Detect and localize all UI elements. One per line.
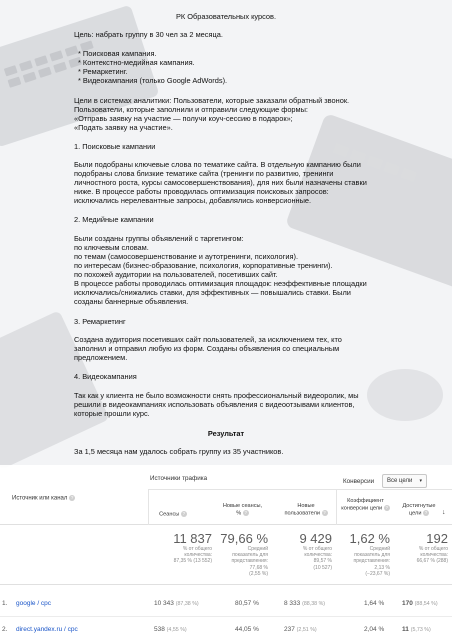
- row-goal-completions-pct: (5,73 %): [410, 627, 431, 633]
- section-line: Были созданы группы объявлений с таргетингом:: [74, 234, 244, 243]
- row-conversion-rate: 2,04 %: [364, 626, 385, 633]
- total-sessions: [150, 531, 212, 565]
- row-sessions: [154, 600, 199, 607]
- total-goal-completions-note: количества:: [420, 552, 448, 559]
- row-index: 2.: [2, 626, 8, 633]
- document-title: РК Образовательных курсов.: [176, 12, 276, 21]
- table-header: [0, 465, 452, 525]
- total-conversion-rate-note: представления:: [353, 558, 390, 565]
- goals-line: «Подать заявку на участие».: [74, 123, 173, 132]
- new-users-header-label: Новые пользователи: [284, 503, 320, 517]
- row-sessions-pct: (87,38 %): [175, 601, 199, 607]
- total-goal-completions-note: 66,67 % (288): [416, 558, 448, 565]
- row-new-users: [284, 600, 325, 607]
- sort-desc-icon[interactable]: ↓: [442, 509, 446, 516]
- section-line: исключались нерелевантные запросы, добавлялись конверсионные.: [74, 196, 312, 205]
- total-goal-completions: [394, 531, 448, 565]
- section-line: предложением.: [74, 353, 128, 362]
- campaign-item: * Ремаркетинг.: [78, 67, 128, 76]
- total-new-sessions-note: 77,68 %: [249, 564, 268, 571]
- total-new-sessions-note: (2,55 %): [249, 570, 268, 577]
- source-link[interactable]: direct.yandex.ru / cpc: [16, 626, 78, 633]
- column-source-header[interactable]: [12, 495, 75, 502]
- section-line: ниже. В процессе работы проводилась оптимизация поисковых запросов:: [74, 187, 329, 196]
- total-new-users-note: % от общего: [302, 546, 332, 552]
- section-line: подобраны слова близкие тематике сайта (тренинги по развитию, тренинги: [74, 169, 334, 178]
- row-goal-completions: [402, 600, 438, 607]
- section-line: по темам (самосовершенствование и аутотренинги, психология).: [74, 252, 299, 261]
- row-goal-completions-value: 170: [402, 600, 413, 607]
- section-line: созданы баннерные объявления.: [74, 297, 189, 306]
- total-conversion-rate-value: 1,62 %: [349, 531, 390, 546]
- section-title: 4. Видеокампания: [74, 372, 137, 381]
- total-new-users-value: 9 429: [299, 531, 332, 546]
- total-new-sessions: [214, 531, 268, 577]
- result-title: Результат: [207, 429, 245, 438]
- campaign-item: * Контекстно-медийная кампания.: [78, 58, 195, 67]
- goals-line: «Отправь заявку на участие — получи коуч-сессию в подарок»;: [74, 114, 293, 123]
- traffic-group-header: Источники трафика: [150, 475, 208, 482]
- section-line: по интересам (бизнес-образование, психология, корпоративные тренинги).: [74, 261, 333, 270]
- analytics-table: [0, 465, 452, 640]
- total-new-users: [274, 531, 332, 571]
- row-new-users-value: 237: [284, 626, 295, 633]
- row-sessions-pct: (4,55 %): [166, 627, 187, 633]
- total-sessions-note: количества:: [184, 552, 212, 559]
- row-goal-completions-value: 11: [402, 626, 409, 633]
- total-conversion-rate-note: 2,13 %: [374, 564, 390, 571]
- total-goal-completions-note: % от общего: [418, 546, 448, 552]
- help-icon[interactable]: ?: [424, 510, 428, 515]
- section-line: решили в видеокампаниях использовать объявления с видеоотзывами клиентов,: [74, 400, 355, 409]
- goal-completions-header-label: Достигнутые цели: [402, 503, 436, 517]
- section-line: по ключевым словам.: [74, 243, 149, 252]
- help-icon[interactable]: ?: [323, 510, 326, 515]
- row-new-users-value: 8 333: [284, 600, 301, 607]
- conversion-rate-header[interactable]: [338, 498, 393, 512]
- section-line: которые прошли курс.: [74, 409, 150, 418]
- section-line: по похожей аудитории на пользователей, посетивших сайт.: [74, 270, 278, 279]
- row-sessions: [154, 626, 187, 633]
- sessions-header[interactable]: [158, 511, 188, 518]
- total-sessions-note: 87,35 % (13 552): [173, 558, 212, 565]
- section-title: 2. Медийные кампании: [74, 215, 154, 224]
- goal-text: Цель: набрать группу в 30 чел за 2 месяца.: [74, 30, 223, 39]
- goal-select-value: Все цели: [387, 478, 413, 484]
- total-new-sessions-note: Средний: [247, 546, 268, 552]
- new-sessions-header-label: Новые сеансы, %: [222, 503, 263, 517]
- total-new-users-note: 89,57 %: [313, 558, 332, 565]
- section-line: Создана аудитория посетивших сайт пользователей, за исключением тех, кто: [74, 335, 342, 344]
- help-icon[interactable]: ?: [70, 495, 74, 500]
- total-goal-completions-value: 192: [426, 531, 448, 546]
- table-row: [0, 617, 452, 640]
- total-new-sessions-note: представления:: [231, 558, 268, 565]
- goals-line: Пользователи, которые заполнили и отправили следующие формы:: [74, 105, 308, 114]
- section-line: Так как у клиента не было возможности снять профессиональный видеоролик, мы: [74, 391, 359, 400]
- row-sessions-value: 10 343: [154, 600, 174, 607]
- row-new-users-pct: (2,51 %): [296, 627, 317, 633]
- new-users-header[interactable]: [281, 503, 331, 517]
- total-new-sessions-note: показатель для: [232, 552, 268, 559]
- total-sessions-note: % от общего: [182, 546, 212, 552]
- total-conversion-rate-note: Средний: [369, 546, 390, 552]
- total-conversion-rate: [334, 531, 390, 577]
- source-link[interactable]: google / cpc: [16, 600, 52, 607]
- column-divider: [336, 489, 337, 525]
- row-new-sessions: 80,57 %: [235, 600, 259, 607]
- row-goal-completions-pct: (88,54 %): [414, 601, 438, 607]
- help-icon[interactable]: ?: [385, 505, 388, 510]
- section-title: 1. Поисковые кампании: [74, 142, 156, 151]
- total-new-users-note: (10 527): [313, 564, 332, 571]
- row-index: 1.: [2, 600, 8, 607]
- row-conversion-rate: 1,64 %: [364, 600, 385, 607]
- new-sessions-header[interactable]: [220, 503, 265, 517]
- row-goal-completions: [402, 626, 431, 633]
- row-new-sessions: 44,05 %: [235, 626, 259, 633]
- column-source-label: Источник или канал: [12, 495, 68, 502]
- sessions-header-label: Сеансы: [159, 511, 180, 518]
- section-line: В процессе работы проводилась оптимизация площадок: неэффективные площадки: [74, 279, 367, 288]
- total-new-users-note: количества:: [304, 552, 332, 559]
- chevron-down-icon: ▾: [419, 478, 422, 484]
- total-new-sessions-value: 79,66 %: [220, 531, 268, 546]
- section-line: заполнил и отправил любую из форм. Созданы объявления со специальным: [74, 344, 340, 353]
- row-new-users: [284, 626, 317, 633]
- goal-select[interactable]: [382, 474, 427, 488]
- conversion-rate-header-label: Коэффициент конверсии цели: [341, 498, 384, 512]
- row-sessions-value: 538: [154, 626, 165, 633]
- conversions-group-header: Конверсии: [343, 478, 375, 485]
- section-line: личностного роста, курсы самосовершенствования), для них были назначены ставки: [74, 178, 367, 187]
- column-divider: [148, 489, 149, 525]
- header-divider: [148, 489, 452, 490]
- section-line: Были подобраны ключевые слова по тематике сайта. В отдельную кампанию были: [74, 160, 361, 169]
- goals-line: Цели в системах аналитики: Пользователи, которые заказали обратный звонок.: [74, 96, 350, 105]
- total-conversion-rate-note: (−23,67 %): [365, 570, 390, 577]
- help-icon[interactable]: ?: [182, 511, 186, 516]
- help-icon[interactable]: ?: [244, 510, 248, 515]
- campaign-item: * Поисковая кампания.: [78, 49, 157, 58]
- total-sessions-value: 11 837: [173, 531, 212, 546]
- campaign-item: * Видеокампания (только Google AdWords).: [78, 76, 228, 85]
- table-row: [0, 591, 452, 617]
- totals-row: [0, 525, 452, 585]
- result-text: За 1,5 месяца нам удалось собрать группу из 35 участников.: [74, 447, 284, 456]
- goal-completions-header[interactable]: [396, 503, 442, 517]
- total-conversion-rate-note: показатель для: [354, 552, 390, 559]
- row-new-users-pct: (88,38 %): [302, 601, 326, 607]
- section-title: 3. Ремаркетинг: [74, 317, 126, 326]
- section-line: исключались/снижались ставки, для эффективных — повышались ставки. Были: [74, 288, 351, 297]
